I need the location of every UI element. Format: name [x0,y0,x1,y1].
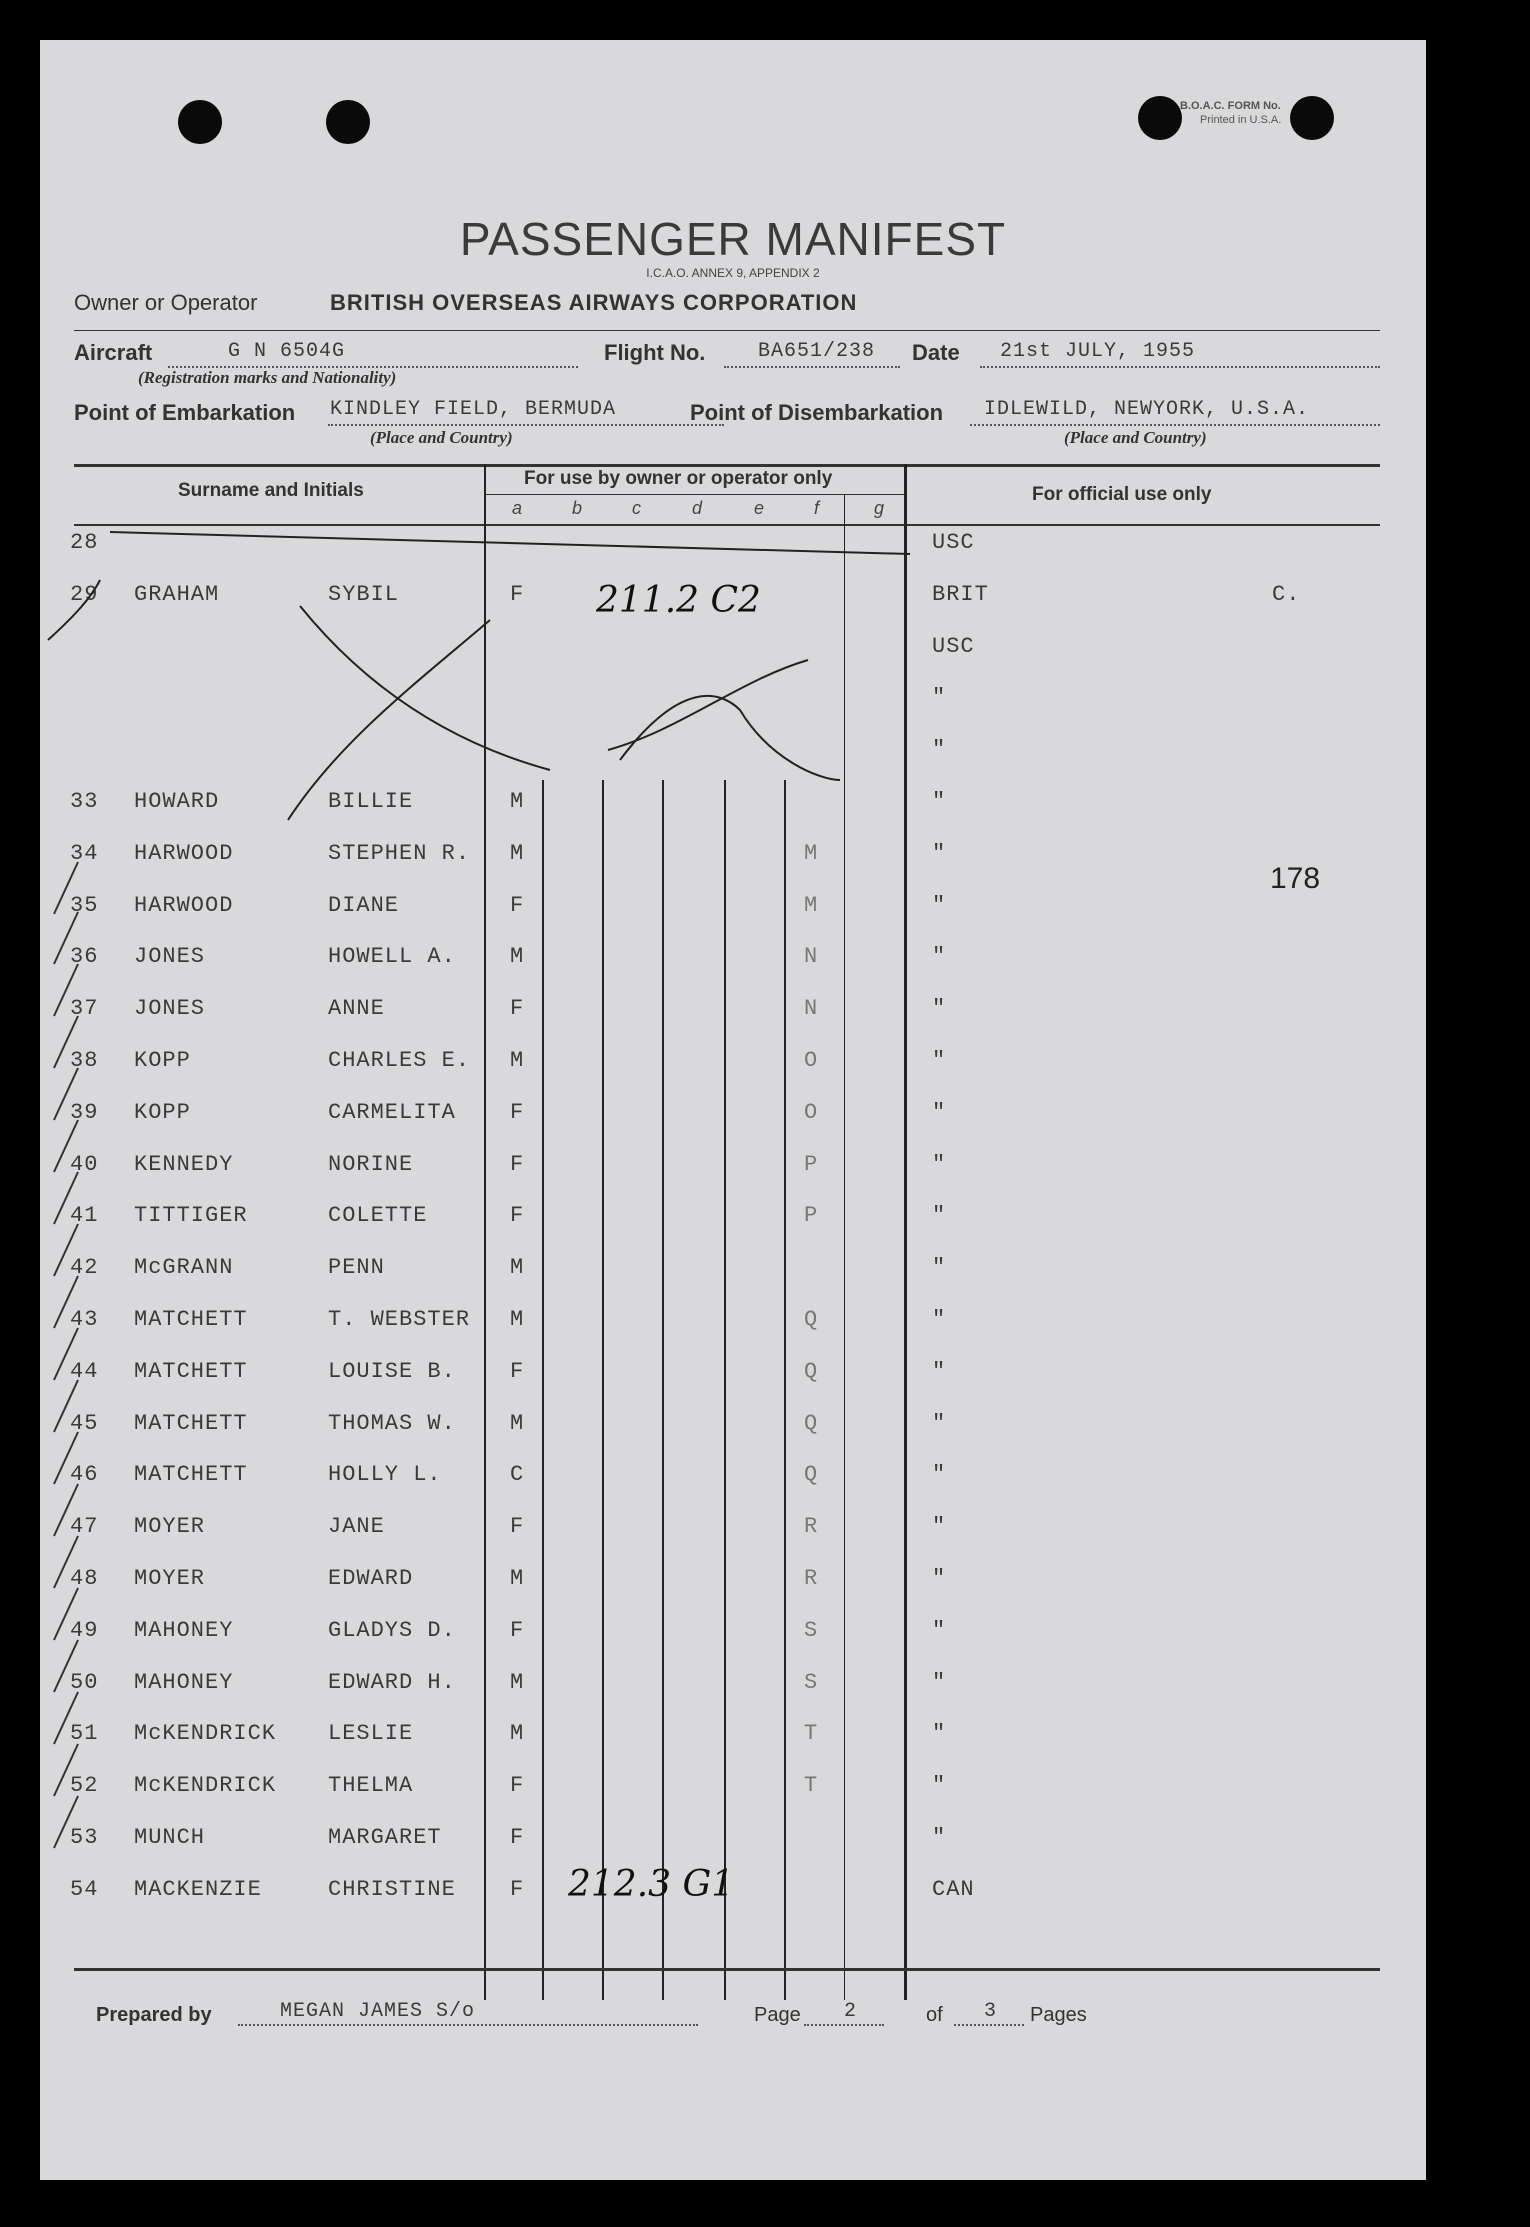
row-number: 29 [70,581,99,607]
col-a-cell: M [510,789,525,814]
given-name-cell: PENN [328,1255,385,1281]
official-cell: " [932,1566,947,1591]
surname-cell: MACKENZIE [134,1876,262,1902]
col-a-cell: F [510,1151,525,1177]
col-f-cell: N [804,944,819,970]
given-name-cell: DIANE [328,892,400,918]
col-a-cell: C [510,1462,525,1488]
subcol-a: a [512,498,523,518]
col-a-cell: M [510,1721,525,1747]
official-cell: " [932,1358,947,1384]
official-cell: " [932,1773,947,1799]
given-name-cell: CHARLES E. [328,1048,471,1073]
printed-in: Printed in U.S.A. [1200,114,1282,126]
manifest-sheet [40,40,1426,2180]
surname-cell: HOWARD [134,789,220,814]
official-cell: " [932,685,947,711]
col-a-cell: F [510,1825,525,1850]
col-f-cell: O [804,1099,819,1125]
col-official-header: For official use only [1032,484,1212,505]
row-number: 35 [70,892,99,918]
col-a-cell: M [510,1048,525,1073]
given-name-cell: EDWARD H. [328,1669,456,1695]
aircraft-note: (Registration marks and Nationality) [138,368,397,387]
surname-cell: GRAHAM [134,581,220,607]
surname-cell: HARWOOD [134,840,234,866]
row-number: 36 [70,944,99,970]
surname-cell: MOYER [134,1566,206,1591]
surname-cell: KOPP [134,1048,191,1073]
cross-mark [620,696,840,780]
cross-mark [300,606,550,770]
given-name-cell: THOMAS W. [328,1410,456,1436]
official-cell: " [932,944,947,970]
col-f-cell: Q [804,1462,819,1488]
surname-cell: MATCHETT [134,1462,248,1488]
disembarkation-label: Point of Disembarkation [690,400,944,425]
col-f-cell: Q [804,1358,819,1384]
owner-value: BRITISH OVERSEAS AIRWAYS CORPORATION [330,290,858,315]
official-cell: " [932,1151,947,1177]
col-a-cell: M [510,1307,525,1332]
col-a-cell: M [510,1669,525,1695]
official-cell: " [932,789,947,814]
prepared-value: MEGAN JAMES S/o [280,2000,476,2023]
col-f-cell: O [804,1048,819,1073]
given-name-cell: STEPHEN R. [328,840,471,866]
surname-cell: MATCHETT [134,1307,248,1332]
embarkation-label: Point of Embarkation [74,400,296,425]
given-name-cell: EDWARD [328,1566,414,1591]
col-a-cell: F [510,1876,525,1902]
col-a-cell: F [510,1099,525,1125]
row-number: 45 [70,1410,99,1436]
official-cell: BRIT [932,581,989,607]
given-name-cell: LESLIE [328,1721,414,1747]
row-number: 52 [70,1773,99,1799]
official-note-cell: C. [1272,581,1301,607]
col-f-cell: T [804,1721,819,1747]
subcol-b: b [572,498,583,518]
official-cell: " [932,1099,947,1125]
cross-mark [288,620,490,820]
owner-label: Owner or Operator [74,290,258,315]
col-f-cell: R [804,1514,819,1540]
given-name-cell: ANNE [328,996,385,1022]
official-cell: " [932,737,947,763]
date-label: Date [912,340,960,365]
subcol-g: g [874,498,885,518]
flight-value: BA651/238 [758,340,876,363]
official-cell: " [932,1825,947,1850]
of-value: 3 [984,2000,998,2023]
col-f-cell: Q [804,1410,819,1436]
surname-cell: MATCHETT [134,1410,248,1436]
strike-line [110,532,910,554]
surname-cell: McGRANN [134,1255,234,1281]
row-number: 53 [70,1825,99,1850]
surname-cell: MUNCH [134,1825,206,1850]
official-cell: CAN [932,1876,975,1902]
surname-cell: TITTIGER [134,1203,248,1229]
col-f-cell: Q [804,1307,819,1332]
given-name-cell: BILLIE [328,789,414,814]
embarkation-value: KINDLEY FIELD, BERMUDA [330,398,617,421]
row-number: 34 [70,840,99,866]
official-cell: " [932,996,947,1022]
col-a-cell: F [510,892,525,918]
surname-cell: JONES [134,944,206,970]
official-cell: " [932,1410,947,1436]
col-f-cell: S [804,1617,819,1643]
row-number: 54 [70,1876,99,1902]
given-name-cell: CARMELITA [328,1099,456,1125]
row-number: 42 [70,1255,99,1281]
col-f-cell: R [804,1566,819,1591]
col-f-cell: T [804,1773,819,1799]
col-f-cell: P [804,1203,819,1229]
row-number: 41 [70,1203,99,1229]
col-a-cell: M [510,944,525,970]
row-number: 28 [70,530,99,555]
row-number: 50 [70,1669,99,1695]
surname-cell: KENNEDY [134,1151,234,1177]
given-name-cell: HOLLY L. [328,1462,442,1488]
row-number: 49 [70,1617,99,1643]
col-f-cell: M [804,840,819,866]
given-name-cell: JANE [328,1514,385,1540]
official-cell: " [932,840,947,866]
row-number: 47 [70,1514,99,1540]
handwritten-marks [40,40,1426,2180]
given-name-cell: CHRISTINE [328,1876,456,1902]
given-name-cell: THELMA [328,1773,414,1799]
given-name-cell: GLADYS D. [328,1617,456,1643]
date-value: 21st JULY, 1955 [1000,340,1196,363]
col-f-cell: S [804,1669,819,1695]
given-name-cell: COLETTE [328,1203,428,1229]
row-number: 33 [70,789,99,814]
official-cell: USC [932,633,975,659]
official-cell: " [932,1203,947,1229]
row-number: 48 [70,1566,99,1591]
official-cell: " [932,1514,947,1540]
given-name-cell: HOWELL A. [328,944,456,970]
row-number: 46 [70,1462,99,1488]
page-label: Page [754,2004,801,2026]
disembarkation-note: (Place and Country) [1064,428,1207,447]
handwritten-code-row29: 211.2 C2 [596,580,761,621]
pages-label: Pages [1030,2004,1087,2026]
official-cell: " [932,1048,947,1073]
col-a-cell: F [510,581,525,607]
surname-cell: KOPP [134,1099,191,1125]
subcol-d: d [692,498,703,518]
row-number: 40 [70,1151,99,1177]
surname-cell: MAHONEY [134,1617,234,1643]
official-cell: " [932,1462,947,1488]
official-cell: " [932,1617,947,1643]
of-label: of [926,2004,943,2026]
row-number: 39 [70,1099,99,1125]
page-subtitle: I.C.A.O. ANNEX 9, APPENDIX 2 [646,266,820,280]
col-a-cell: M [510,1566,525,1591]
given-name-cell: MARGARET [328,1825,442,1850]
surname-cell: JONES [134,996,206,1022]
embarkation-note: (Place and Country) [370,428,513,447]
official-cell: " [932,1255,947,1281]
surname-cell: HARWOOD [134,892,234,918]
page-value: 2 [844,2000,858,2023]
subcol-f: f [814,498,820,518]
given-name-cell: NORINE [328,1151,414,1177]
col-a-cell: M [510,1410,525,1436]
col-surname-header: Surname and Initials [178,480,364,501]
subcol-e: e [754,498,765,518]
col-owner-header: For use by owner or operator only [524,468,833,489]
form-ref: B.O.A.C. FORM No. [1180,100,1281,112]
surname-cell: MAHONEY [134,1669,234,1695]
prepared-label: Prepared by [96,2004,212,2026]
surname-cell: McKENDRICK [134,1773,277,1799]
surname-cell: MATCHETT [134,1358,248,1384]
col-a-cell: M [510,840,525,866]
surname-cell: MOYER [134,1514,206,1540]
official-cell: " [932,1307,947,1332]
handwritten-code-row54: 212.3 G1 [568,1864,735,1905]
row-number: 38 [70,1048,99,1073]
official-cell: " [932,892,947,918]
row-number: 51 [70,1721,99,1747]
col-a-cell: F [510,1358,525,1384]
surname-cell: McKENDRICK [134,1721,277,1747]
col-a-cell: F [510,996,525,1022]
col-f-cell: N [804,996,819,1022]
col-a-cell: F [510,1773,525,1799]
row-number: 37 [70,996,99,1022]
official-cell: USC [932,530,975,555]
col-a-cell: M [510,1255,525,1281]
tick-marks [54,862,78,1848]
aircraft-value: G N 6504G [228,340,346,363]
official-cell: " [932,1669,947,1695]
official-cell: " [932,1721,947,1747]
subcol-c: c [632,498,641,518]
flight-label: Flight No. [604,340,706,365]
disembarkation-value: IDLEWILD, NEWYORK, U.S.A. [984,398,1310,421]
col-f-cell: M [804,892,819,918]
col-a-cell: F [510,1617,525,1643]
aircraft-label: Aircraft [74,340,153,365]
row-number: 44 [70,1358,99,1384]
col-a-cell: F [510,1203,525,1229]
given-name-cell: LOUISE B. [328,1358,456,1384]
col-a-cell: F [510,1514,525,1540]
col-f-cell: P [804,1151,819,1177]
given-name-cell: SYBIL [328,581,400,607]
given-name-cell: T. WEBSTER [328,1307,471,1332]
margin-number: 178 [1270,862,1321,895]
row-number: 43 [70,1307,99,1332]
page-title: PASSENGER MANIFEST [459,213,1007,265]
